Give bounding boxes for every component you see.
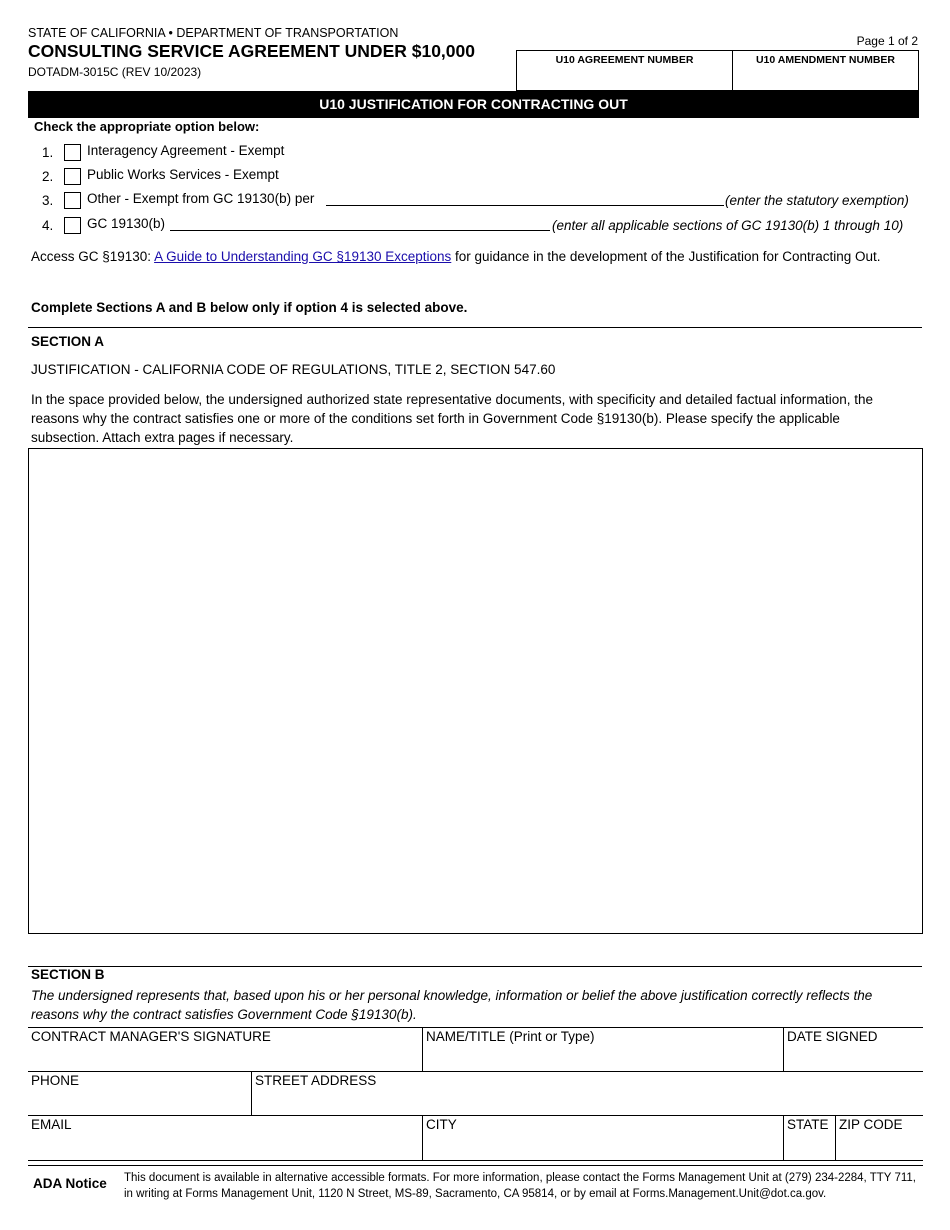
section-a-instructions: In the space provided below, the undersigned authorized state representative documents, with specificity and detailed factual information, the reasons why the contract satisfies one or more of the conditions set forth in Government Code §19130(b). Please specify the applicable subsection. Attach extra pages if necessary. [31, 392, 874, 445]
option-number: 1. [42, 145, 54, 160]
name-title-label: NAME/TITLE (Print or Type) [426, 1029, 595, 1044]
section-b-note: The undersigned represents that, based upon his or her personal knowledge, information or belief the above justification correctly reflects the reasons why the contract satisfies Government Code §19130(b). [31, 988, 873, 1022]
city-label: CITY [426, 1117, 457, 1132]
option-number: 4. [42, 218, 54, 233]
option-1-checkbox[interactable] [64, 144, 81, 161]
name-title-field[interactable] [423, 1028, 784, 1071]
signature-row [28, 1027, 923, 1071]
section-a-title: SECTION A [31, 334, 105, 349]
option-number: 2. [42, 169, 54, 184]
ada-notice-text: This document is available in alternative accessible formats. For more information, please contact the Forms Management Unit at (279) 234-2284, TTY 711, in writing at Forms Management Unit, 1120 N Street, MS-89, Sacramento, CA 95814, or by email at Forms.Management.Unit@dot.ca.gov. [124, 1172, 916, 1200]
section-banner: U10 JUSTIFICATION FOR CONTRACTING OUT [28, 91, 919, 118]
option-3-entry-line[interactable] [326, 205, 724, 206]
option-4 [0, 216, 950, 236]
zip-code-field[interactable] [836, 1116, 923, 1160]
city-field[interactable] [423, 1116, 784, 1160]
contact-row [28, 1071, 923, 1115]
amendment-number-field[interactable] [732, 50, 919, 91]
option-2 [0, 167, 950, 187]
date-signed-label: DATE SIGNED [787, 1029, 878, 1044]
complete-sections-note: Complete Sections A and B below only if option 4 is selected above. [31, 300, 468, 315]
option-2-checkbox[interactable] [64, 168, 81, 185]
option-3-checkbox[interactable] [64, 192, 81, 209]
divider [28, 327, 922, 328]
phone-label: PHONE [31, 1073, 80, 1088]
agency-line: STATE OF CALIFORNIA • DEPARTMENT OF TRANSPORTATION [28, 26, 399, 40]
amendment-number-label: U10 AMENDMENT NUMBER [755, 54, 896, 66]
option-2-label: Public Works Services - Exempt [87, 167, 279, 182]
address-row [28, 1115, 923, 1161]
date-signed-field[interactable] [784, 1028, 923, 1071]
agreement-number-label: U10 AGREEMENT NUMBER [555, 54, 694, 66]
justification-textarea[interactable] [28, 448, 923, 934]
form-title: CONSULTING SERVICE AGREEMENT UNDER $10,000 [28, 41, 475, 61]
access-guide-line [31, 249, 881, 264]
form-number: DOTADM-3015C (REV 10/2023) [28, 65, 202, 79]
option-4-checkbox[interactable] [64, 217, 81, 234]
signature-label: CONTRACT MANAGER'S SIGNATURE [31, 1029, 271, 1044]
section-a-heading: JUSTIFICATION - CALIFORNIA CODE OF REGULATIONS, TITLE 2, SECTION 547.60 [31, 362, 556, 377]
option-4-label: GC 19130(b) [87, 216, 166, 231]
ada-notice-label: ADA Notice [33, 1176, 107, 1191]
access-prefix: Access GC §19130: [31, 249, 155, 264]
signature-field[interactable] [28, 1028, 423, 1071]
zip-code-label: ZIP CODE [839, 1117, 903, 1132]
option-number: 3. [42, 193, 54, 208]
email-field[interactable] [28, 1116, 423, 1160]
access-suffix: for guidance in the development of the Justification for Contracting Out. [451, 249, 881, 264]
agreement-number-field[interactable] [516, 50, 733, 91]
email-label: EMAIL [31, 1117, 72, 1132]
phone-field[interactable] [28, 1072, 252, 1115]
section-b-title: SECTION B [31, 967, 105, 982]
option-1-label: Interagency Agreement - Exempt [87, 143, 285, 158]
gc-19130-guide-link[interactable]: A Guide to Understanding GC §19130 Exceptions [154, 249, 452, 264]
ada-notice-divider [28, 1165, 923, 1166]
state-field[interactable] [784, 1116, 836, 1160]
option-4-entry-line[interactable] [170, 230, 550, 231]
options-heading: Check the appropriate option below: [34, 119, 260, 134]
option-3-hint: (enter the statutory exemption) [725, 193, 909, 208]
state-label: STATE [787, 1117, 829, 1132]
divider [28, 966, 922, 967]
street-address-field[interactable] [252, 1072, 923, 1115]
option-3 [0, 191, 950, 211]
page-number: Page 1 of 2 [856, 34, 918, 48]
option-1 [0, 143, 950, 163]
option-3-label: Other - Exempt from GC 19130(b) per [87, 191, 315, 206]
option-4-hint: (enter all applicable sections of GC 19130(b) 1 through 10) [552, 218, 904, 233]
street-address-label: STREET ADDRESS [255, 1073, 377, 1088]
